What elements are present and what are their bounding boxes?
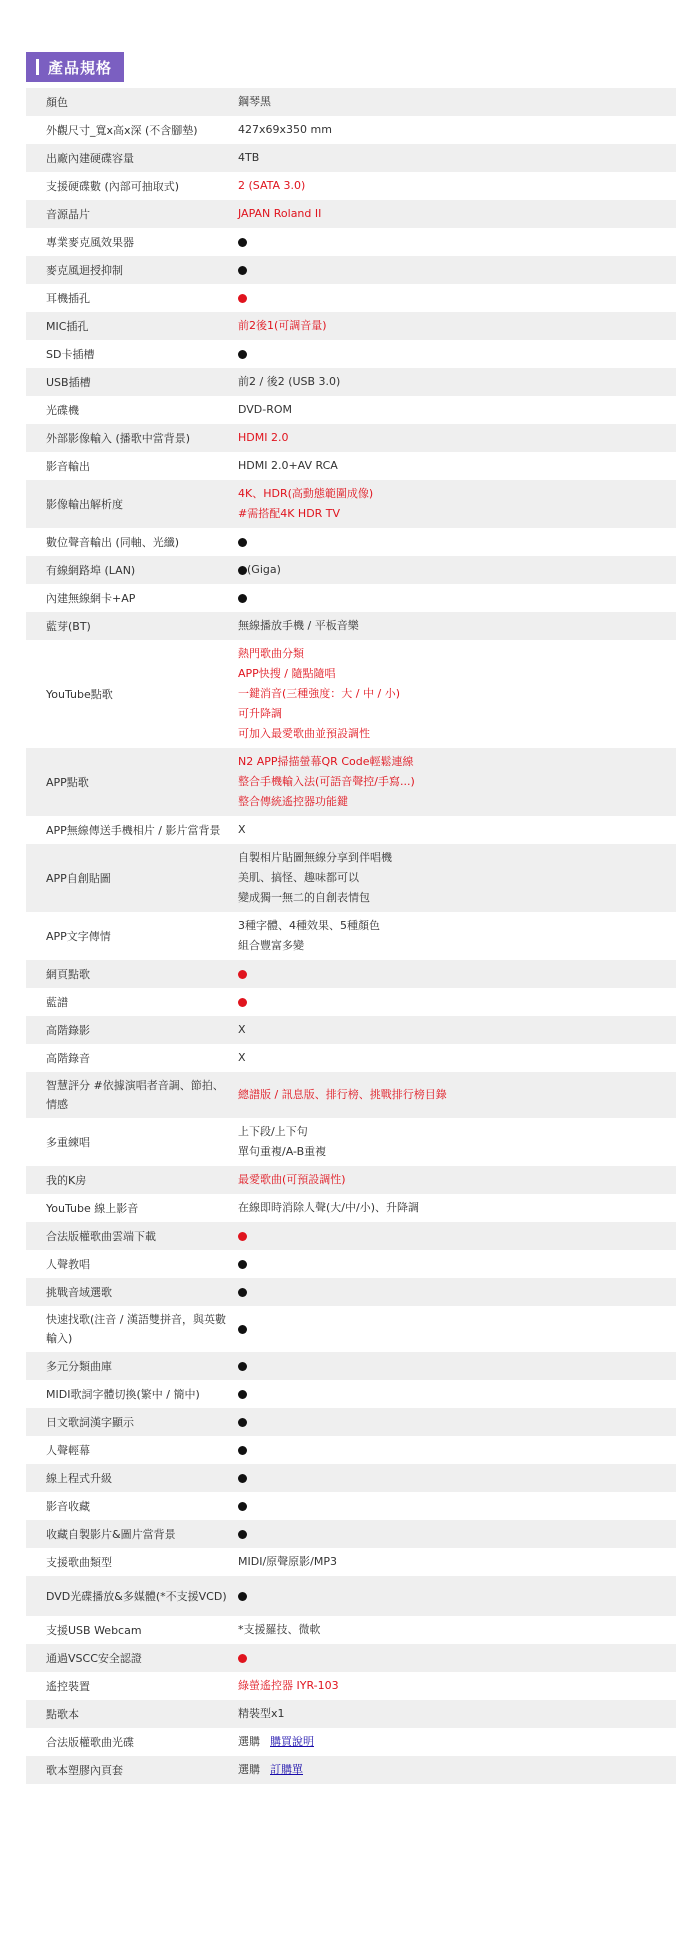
spec-label: 有線網路埠 (LAN) — [46, 563, 136, 577]
spec-value-text: 鋼琴黑 — [238, 95, 271, 108]
spec-value-text: (Giga) — [247, 563, 281, 576]
spec-label: 高階錄音 — [46, 1051, 90, 1065]
spec-value-text: 無線播放手機 / 平板音樂 — [238, 619, 359, 632]
spec-label: APP點歌 — [46, 775, 89, 789]
spec-row — [26, 1728, 676, 1756]
spec-row — [26, 960, 676, 988]
spec-row — [26, 1072, 676, 1118]
black-dot-icon — [238, 266, 247, 275]
spec-row — [26, 1118, 676, 1166]
spec-row — [26, 424, 676, 452]
spec-row — [26, 1016, 676, 1044]
spec-label: 歌本塑膠內頁套 — [46, 1763, 123, 1777]
spec-label: 內建無線網卡+AP — [46, 591, 136, 605]
spec-row — [26, 1576, 676, 1616]
black-dot-icon — [238, 238, 247, 247]
spec-value-text: 前2 / 後2 (USB 3.0) — [238, 375, 341, 388]
spec-value-line: 3種字體、4種效果、5種顏色 — [238, 919, 380, 932]
spec-value-text: 精裝型x1 — [238, 1707, 285, 1720]
spec-value — [238, 1380, 676, 1408]
spec-value — [238, 1672, 676, 1700]
spec-label: USB插槽 — [46, 375, 91, 389]
spec-value-line: 上下段/上下句 — [238, 1125, 308, 1138]
section-title: 產品規格 — [48, 58, 113, 77]
spec-label: 顏色 — [46, 95, 68, 109]
spec-value-text: 最愛歌曲(可預設調性) — [238, 1173, 346, 1186]
spec-value-line: 組合豐富多變 — [238, 939, 304, 952]
spec-value — [238, 1016, 676, 1044]
spec-value-line: #需搭配4K HDR TV — [238, 507, 341, 520]
spec-row — [26, 1194, 676, 1222]
spec-label: MIDI歌詞字體切換(繁中 / 簡中) — [46, 1387, 200, 1401]
spec-label: SD卡插槽 — [46, 347, 95, 361]
spec-row — [26, 1166, 676, 1194]
spec-value-line: 單句重複/A-B重複 — [238, 1145, 327, 1158]
spec-value-line: 整合傳統遙控器功能鍵 — [238, 795, 348, 808]
spec-label: 光碟機 — [46, 403, 79, 417]
spec-value-line: 整合手機輸入法(可語音聲控/手寫...) — [238, 775, 415, 788]
black-dot-icon — [238, 566, 247, 575]
spec-label: MIC插孔 — [46, 319, 89, 333]
spec-value — [238, 748, 676, 816]
spec-value-text: X — [238, 823, 246, 836]
spec-value — [238, 1492, 676, 1520]
spec-value — [238, 1194, 676, 1222]
spec-label: 我的K房 — [46, 1173, 87, 1187]
spec-label: 影像輸出解析度 — [46, 497, 123, 511]
spec-label: YouTube 線上影音 — [46, 1201, 139, 1215]
spec-value-text: DVD-ROM — [238, 403, 293, 416]
spec-row — [26, 612, 676, 640]
spec-label: 快速找歌(注音 / 漢語雙拼音，與英數輸入) — [46, 1313, 226, 1345]
spec-value-line: 自製相片貼圖無線分享到伴唱機 — [238, 851, 392, 864]
spec-value-text: 在線即時消除人聲(大/中/小)、升降調 — [238, 1201, 419, 1214]
spec-row — [26, 116, 676, 144]
spec-row — [26, 200, 676, 228]
spec-value — [238, 1616, 676, 1644]
spec-row — [26, 1520, 676, 1548]
spec-value — [238, 1352, 676, 1380]
spec-row — [26, 912, 676, 960]
spec-value — [238, 1166, 676, 1194]
spec-row — [26, 1700, 676, 1728]
spec-label: 影音輸出 — [46, 459, 90, 473]
spec-row — [26, 1672, 676, 1700]
black-dot-icon — [238, 1390, 247, 1399]
spec-row — [26, 1436, 676, 1464]
spec-label: 外部影像輸入 (播歌中當背景) — [46, 431, 191, 445]
spec-row — [26, 816, 676, 844]
spec-value — [238, 1728, 676, 1756]
spec-value — [238, 988, 676, 1016]
spec-value — [238, 312, 676, 340]
spec-row — [26, 1250, 676, 1278]
spec-row — [26, 1306, 676, 1352]
spec-value — [238, 340, 676, 368]
spec-value-text: JAPAN Roland II — [238, 207, 322, 220]
spec-label: 收藏自製影片&圖片當背景 — [46, 1527, 176, 1541]
spec-value-text: 前2後1(可調音量) — [238, 319, 327, 332]
spec-value — [238, 116, 676, 144]
spec-row — [26, 172, 676, 200]
spec-label: 數位聲音輸出 (同軸、光纖) — [46, 535, 180, 549]
black-dot-icon — [238, 1288, 247, 1297]
spec-value — [238, 144, 676, 172]
spec-label: 智慧評分 #依據演唱者音調、節拍、情感 — [46, 1079, 224, 1111]
spec-value — [238, 1222, 676, 1250]
spec-row — [26, 144, 676, 172]
spec-link[interactable]: 購買說明 — [270, 1735, 314, 1748]
spec-label: 耳機插孔 — [46, 291, 90, 305]
spec-row — [26, 584, 676, 612]
spec-value — [238, 424, 676, 452]
spec-value — [238, 584, 676, 612]
spec-row — [26, 1408, 676, 1436]
spec-value — [238, 844, 676, 912]
spec-row — [26, 556, 676, 584]
spec-value — [238, 1436, 676, 1464]
spec-label: 高階錄影 — [46, 1023, 90, 1037]
spec-value — [238, 1644, 676, 1672]
spec-value — [238, 1756, 676, 1784]
spec-value — [238, 1548, 676, 1576]
spec-section — [26, 52, 676, 1784]
spec-value — [238, 480, 676, 528]
spec-row — [26, 228, 676, 256]
black-dot-icon — [238, 1418, 247, 1427]
spec-value — [238, 396, 676, 424]
spec-label: 支援USB Webcam — [46, 1623, 142, 1637]
spec-table — [26, 88, 676, 1784]
spec-label: 專業麥克風效果器 — [46, 235, 134, 249]
spec-link[interactable]: 訂購單 — [270, 1763, 303, 1776]
spec-value — [238, 912, 676, 960]
spec-label: 日文歌詞漢字顯示 — [46, 1415, 134, 1429]
spec-label: YouTube點歌 — [46, 687, 113, 701]
spec-row — [26, 748, 676, 816]
spec-value-line: 可升降調 — [238, 707, 282, 720]
spec-label: 多元分類曲庫 — [46, 1359, 112, 1373]
black-dot-icon — [238, 1530, 247, 1539]
black-dot-icon — [238, 1446, 247, 1455]
spec-value — [238, 816, 676, 844]
spec-value-text: HDMI 2.0 — [238, 431, 289, 444]
black-dot-icon — [238, 350, 247, 359]
red-dot-icon — [238, 998, 247, 1007]
spec-row — [26, 88, 676, 116]
spec-row — [26, 1616, 676, 1644]
spec-label: 音源晶片 — [46, 207, 90, 221]
red-dot-icon — [238, 1232, 247, 1241]
black-dot-icon — [238, 1502, 247, 1511]
header-accent-bar — [36, 59, 39, 75]
spec-label: 挑戰音域選歌 — [46, 1285, 112, 1299]
spec-label: APP自創貼圖 — [46, 871, 111, 885]
spec-value — [238, 284, 676, 312]
spec-value — [238, 452, 676, 480]
spec-value-line: 一鍵消音(三種強度：大 / 中 / 小) — [238, 687, 400, 700]
section-header — [26, 52, 124, 82]
spec-row — [26, 256, 676, 284]
spec-row — [26, 1380, 676, 1408]
spec-label: 通過VSCC安全認證 — [46, 1651, 142, 1665]
spec-value — [238, 1582, 676, 1610]
spec-row — [26, 844, 676, 912]
spec-row — [26, 1044, 676, 1072]
spec-value — [238, 960, 676, 988]
spec-label: 支援硬碟數 (內部可抽取式) — [46, 179, 180, 193]
spec-row — [26, 1492, 676, 1520]
spec-label: 點歌本 — [46, 1707, 79, 1721]
spec-value — [238, 1278, 676, 1306]
spec-value-text: 4TB — [238, 151, 260, 164]
spec-label: 多重練唱 — [46, 1135, 90, 1149]
spec-row — [26, 396, 676, 424]
spec-value — [238, 200, 676, 228]
spec-row — [26, 480, 676, 528]
spec-value-text: HDMI 2.0+AV RCA — [238, 459, 338, 472]
spec-value-text: 綠螢遙控器 IYR-103 — [238, 1679, 339, 1692]
black-dot-icon — [238, 1592, 247, 1601]
spec-value-line: N2 APP掃描螢幕QR Code輕鬆連線 — [238, 755, 414, 768]
spec-value-text: 選購 — [238, 1735, 260, 1748]
spec-value — [238, 1464, 676, 1492]
spec-label: 合法版權歌曲雲端下載 — [46, 1229, 156, 1243]
spec-value-line: 熱門歌曲分類 — [238, 647, 304, 660]
spec-value — [238, 368, 676, 396]
black-dot-icon — [238, 594, 247, 603]
spec-row — [26, 284, 676, 312]
spec-row — [26, 340, 676, 368]
spec-value-text: X — [238, 1051, 246, 1064]
black-dot-icon — [238, 1260, 247, 1269]
spec-value — [238, 556, 676, 584]
black-dot-icon — [238, 1474, 247, 1483]
spec-value — [238, 172, 676, 200]
spec-label: APP無線傳送手機相片 / 影片當背景 — [46, 823, 221, 837]
black-dot-icon — [238, 1362, 247, 1371]
spec-label: 影音收藏 — [46, 1499, 90, 1513]
red-dot-icon — [238, 1654, 247, 1663]
spec-label: 外觀尺寸_寬x高x深 (不含腳墊) — [46, 123, 198, 137]
spec-value-line: 變成獨一無二的自創表情包 — [238, 891, 370, 904]
spec-value — [238, 528, 676, 556]
spec-value-text: X — [238, 1023, 246, 1036]
spec-label: 人聲教唱 — [46, 1257, 90, 1271]
spec-label: 藍譜 — [46, 995, 68, 1009]
spec-label: 出廠內建硬碟容量 — [46, 151, 134, 165]
spec-value — [238, 1044, 676, 1072]
spec-row — [26, 640, 676, 748]
black-dot-icon — [238, 1325, 247, 1334]
spec-row — [26, 528, 676, 556]
spec-label: 線上程式升級 — [46, 1471, 112, 1485]
spec-label: 網頁點歌 — [46, 967, 90, 981]
spec-row — [26, 1464, 676, 1492]
spec-value — [238, 88, 676, 116]
spec-value — [238, 640, 676, 748]
spec-value-text: 427x69x350 mm — [238, 123, 332, 136]
spec-label: APP文字傳情 — [46, 929, 111, 943]
spec-value — [238, 1408, 676, 1436]
spec-value-text: 總譜版 / 訊息版、排行榜、挑戰排行榜目錄 — [238, 1088, 447, 1101]
spec-value — [238, 1118, 676, 1166]
spec-label: DVD光碟播放&多媒體(*不支援VCD) — [46, 1589, 227, 1603]
spec-row — [26, 988, 676, 1016]
spec-value-text: *支援羅技、微軟 — [238, 1623, 321, 1636]
spec-value — [238, 1081, 676, 1109]
spec-row — [26, 1352, 676, 1380]
spec-value — [238, 1315, 676, 1343]
spec-label: 藍芽(BT) — [46, 619, 91, 633]
spec-row — [26, 368, 676, 396]
red-dot-icon — [238, 970, 247, 979]
spec-value — [238, 1700, 676, 1728]
spec-value-text: 2 (SATA 3.0) — [238, 179, 306, 192]
spec-row — [26, 1278, 676, 1306]
spec-value — [238, 1520, 676, 1548]
spec-label: 麥克風迴授抑制 — [46, 263, 123, 277]
red-dot-icon — [238, 294, 247, 303]
spec-value — [238, 256, 676, 284]
spec-value — [238, 228, 676, 256]
spec-row — [26, 1548, 676, 1576]
spec-value-line: 美肌、搞怪、趣味都可以 — [238, 871, 359, 884]
spec-value-line: 4K、HDR(高動態範圍成像) — [238, 487, 374, 500]
spec-label: 支援歌曲類型 — [46, 1555, 112, 1569]
spec-row — [26, 452, 676, 480]
spec-row — [26, 1222, 676, 1250]
spec-value-line: APP快搜 / 隨點隨唱 — [238, 667, 336, 680]
spec-row — [26, 1756, 676, 1784]
spec-row — [26, 312, 676, 340]
black-dot-icon — [238, 538, 247, 547]
spec-value — [238, 612, 676, 640]
spec-label: 合法版權歌曲光碟 — [46, 1735, 134, 1749]
spec-value-text: MIDI/原聲原影/MP3 — [238, 1555, 337, 1568]
spec-value-text: 選購 — [238, 1763, 260, 1776]
spec-label: 人聲輕幕 — [46, 1443, 90, 1457]
spec-row — [26, 1644, 676, 1672]
spec-value — [238, 1250, 676, 1278]
spec-value-line: 可加入最愛歌曲並預設調性 — [238, 727, 370, 740]
spec-label: 遙控裝置 — [46, 1679, 90, 1693]
